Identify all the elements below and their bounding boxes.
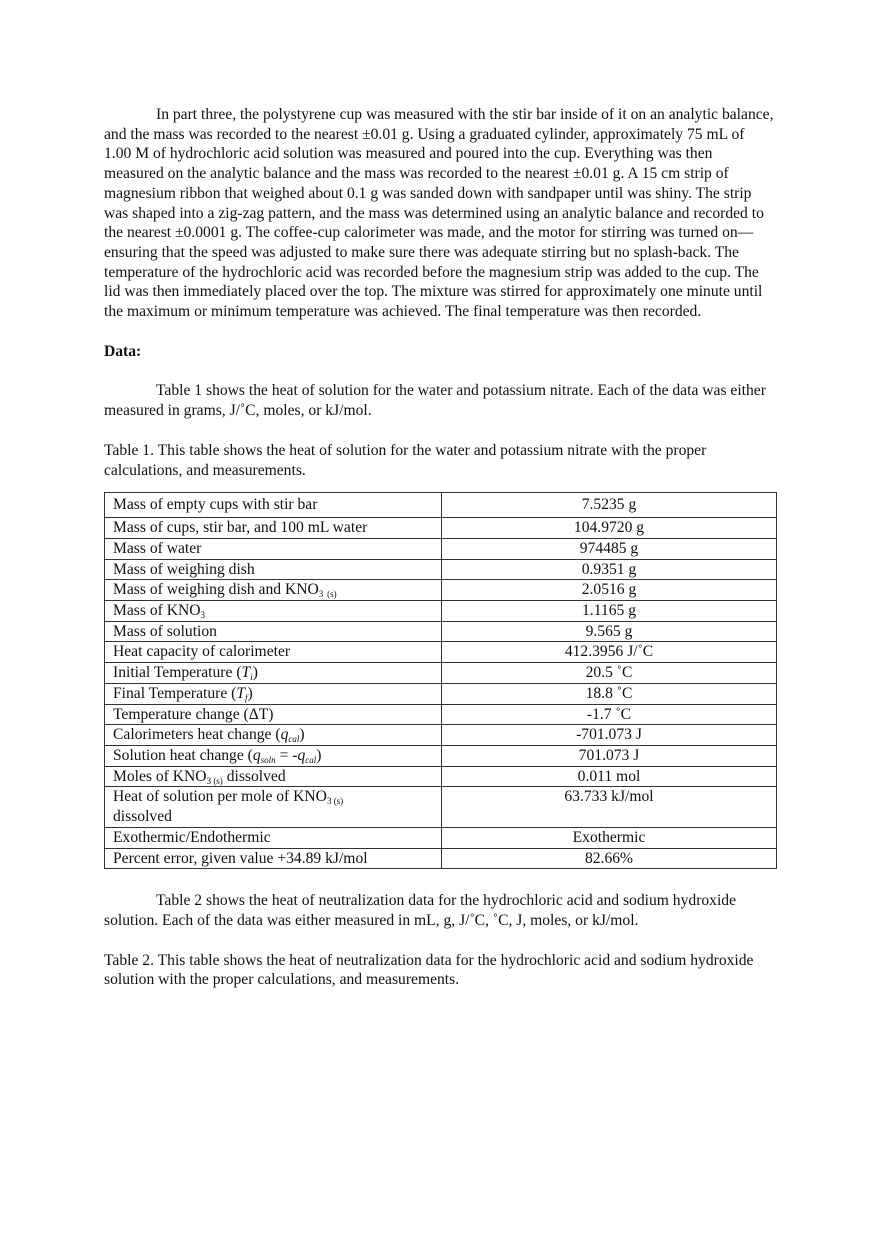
row-value: 2.0516 g <box>442 580 777 601</box>
row-value: 104.9720 g <box>442 518 777 539</box>
row-value: 974485 g <box>442 538 777 559</box>
row-label: Mass of weighing dish <box>105 559 442 580</box>
table-row <box>105 518 777 539</box>
table-row <box>105 745 777 766</box>
row-label: Mass of cups, stir bar, and 100 mL water <box>105 518 442 539</box>
table-row <box>105 580 777 601</box>
row-value: 701.073 J <box>442 745 777 766</box>
row-value: 7.5235 g <box>442 493 777 518</box>
data-heading: Data: <box>104 342 142 360</box>
row-label: Final Temperature (Tf) <box>105 683 442 704</box>
table-row <box>105 642 777 663</box>
table1-caption: Table 1. This table shows the heat of solution for the water and potassium nitrate with the proper calculations, and measurements. <box>104 441 707 479</box>
row-label: Mass of solution <box>105 621 442 642</box>
table-row <box>105 601 777 622</box>
table-row <box>105 848 777 869</box>
row-value: -701.073 J <box>442 725 777 746</box>
row-value: 412.3956 J/˚C <box>442 642 777 663</box>
row-value: 9.565 g <box>442 621 777 642</box>
table-row <box>105 621 777 642</box>
row-label: Initial Temperature (Ti) <box>105 663 442 684</box>
table-row <box>105 766 777 787</box>
row-value: 63.733 kJ/mol <box>442 787 777 827</box>
row-label: Temperature change (ΔT) <box>105 704 442 725</box>
table1 <box>104 492 777 869</box>
row-value: Exothermic <box>442 827 777 848</box>
row-label: Mass of water <box>105 538 442 559</box>
table1-intro-paragraph: Table 1 shows the heat of solution for the water and potassium nitrate. Each of the data was either measured in grams, J/˚C, moles, or kJ/mol. <box>104 382 766 420</box>
row-value: 18.8 ˚C <box>442 683 777 704</box>
row-label: Solution heat change (qsoln = -qcal) <box>105 745 442 766</box>
row-label: Percent error, given value +34.89 kJ/mol <box>105 848 442 869</box>
row-value: -1.7 ˚C <box>442 704 777 725</box>
row-label: Moles of KNO3 (s) dissolved <box>105 766 442 787</box>
row-label: Calorimeters heat change (qcal) <box>105 725 442 746</box>
row-value: 1.1165 g <box>442 601 777 622</box>
table-row <box>105 663 777 684</box>
row-label: Exothermic/Endothermic <box>105 827 442 848</box>
table2-caption: Table 2. This table shows the heat of neutralization data for the hydrochloric acid and sodium hydroxide solution with the proper calculations, and measurements. <box>104 951 754 989</box>
row-label: Mass of weighing dish and KNO3 (s) <box>105 580 442 601</box>
row-value: 0.9351 g <box>442 559 777 580</box>
row-label: Mass of KNO3 <box>105 601 442 622</box>
table2-intro-paragraph: Table 2 shows the heat of neutralization data for the hydrochloric acid and sodium hydroxide solution. Each of the data was either measured in mL, g, J/˚C, ˚C, J, moles, or kJ/mol. <box>104 892 737 929</box>
row-value: 82.66% <box>442 848 777 869</box>
table-row <box>105 559 777 580</box>
intro-paragraph: In part three, the polystyrene cup was measured with the stir bar inside of it on an analytic balance, and the mass was recorded to the nearest ±0.01 g. Using a graduated cylinder, approximately 75 mL of 1.00 M of hydrochloric acid solution was measured and poured into the cup. Everything was then measured on the analytic balance and the mass was recorded to the nearest ±0.01 g. A 15 cm strip of magnesium ribbon that weighed about 0.1 g was sanded down with sandpaper until was shiny. The strip was shaped into a zig-zag pattern, and the mass was determined using an analytic balance and recorded to the nearest ±0.0001 g. The coffee-cup calorimeter was made, and the motor for stirring was turned on—ensuring that the speed was adjusted to make sure there was adequate stirring but no splash-back. The temperature of the hydrochloric acid was recorded before the magnesium strip was added to the cup. The lid was then immediately placed over the top. The mixture was stirred for approximately one minute until the maximum or minimum temperature was achieved. The final temperature was then recorded. <box>104 106 774 321</box>
row-label: Mass of empty cups with stir bar <box>105 493 442 518</box>
row-label: Heat of solution per mole of KNO3 (s) dissolved <box>105 787 442 827</box>
table-row <box>105 725 777 746</box>
row-value: 20.5 ˚C <box>442 663 777 684</box>
table-row <box>105 787 777 827</box>
table-row <box>105 827 777 848</box>
document-page <box>104 105 774 990</box>
table-row <box>105 683 777 704</box>
table-row <box>105 493 777 518</box>
row-value: 0.011 mol <box>442 766 777 787</box>
row-label: Heat capacity of calorimeter <box>105 642 442 663</box>
table-row <box>105 538 777 559</box>
table-row <box>105 704 777 725</box>
